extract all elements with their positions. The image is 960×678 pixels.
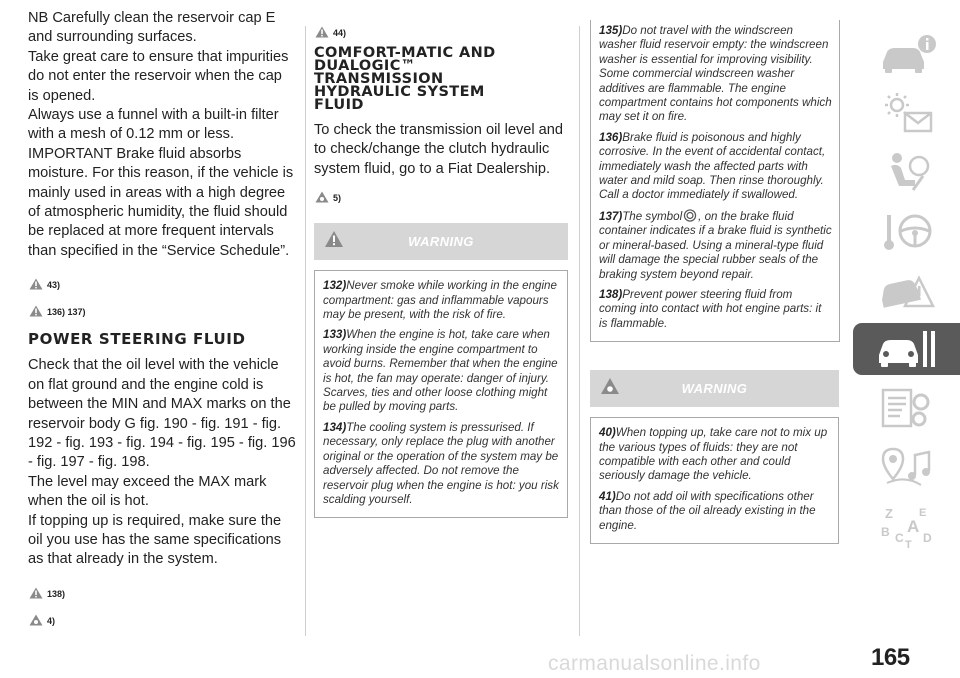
warning-text: Do not add oil with specifications other than those of the oil already existing in the engine.: [599, 489, 816, 532]
warning-number: 135): [599, 24, 623, 37]
paragraph: Check that the oil level with the vehicle on flat ground and the engine cold is between the MIN and MAX marks on the reservoir body G fig. 190 - fig. 191 - fig. 192 - fig. 193 - fig. 194 - fig. 195 - fig. 196 - fig. 197 - fig. 198.: [28, 357, 296, 471]
heading-line: HYDRAULIC SYSTEM: [314, 84, 485, 100]
index-letter: A: [906, 517, 919, 536]
tab-multimedia[interactable]: [853, 441, 960, 493]
warning-item: [599, 24, 832, 125]
column-divider: [305, 26, 306, 636]
index-letter: T: [904, 539, 912, 548]
car-accident-icon: [875, 268, 939, 312]
warning-number: 132): [323, 279, 347, 293]
column-right: [590, 24, 840, 544]
brake-fluid-symbol-icon: [683, 209, 697, 222]
warning-text: Never smoke while working in the engine compartment: gas and inflammable vapours may be present, with the risk of fire.: [323, 279, 557, 322]
warning-ref: [29, 587, 296, 599]
warning-header: [590, 370, 839, 407]
warning-item: [599, 288, 832, 331]
section-heading: POWER STEERING FLUID: [28, 330, 246, 349]
environment-triangle-icon: [600, 377, 620, 395]
warning-number: 134): [323, 420, 347, 434]
ref-number: 5): [333, 193, 342, 204]
warning-item: [599, 426, 831, 484]
environment-triangle-icon: [315, 191, 329, 203]
car-info-icon: [875, 32, 939, 76]
watermark: carmanualsonline.info: [548, 652, 761, 675]
tab-servicing-maintenance[interactable]: [853, 323, 960, 375]
transmission-text: To check the transmission oil level and to check/change the clutch hydraulic system fluid, go to a Fiat Dealership.: [314, 122, 564, 177]
caution-ref: [315, 26, 570, 38]
warning-item: [599, 131, 832, 203]
seat-airbag-icon: [875, 150, 939, 194]
alphabet-index-icon: [875, 504, 939, 548]
warning-text: When topping up, take care not to mix up the various types of fluids: they are not compatible with each other and could seriously damage the vehicle.: [599, 426, 828, 483]
tab-index[interactable]: [853, 500, 960, 552]
environment-ref: [315, 191, 570, 203]
tab-lights-messages[interactable]: [853, 87, 960, 139]
warning-number: 138): [599, 287, 623, 301]
heading-line: COMFORT-MATIC AND: [314, 45, 496, 61]
warning-triangle-icon: [29, 305, 43, 317]
paragraph: If topping up is required, make sure the oil you use has the same specifications as that already in the system.: [28, 512, 282, 568]
warning-list: [590, 417, 839, 544]
warning-label: WARNING: [681, 381, 748, 397]
warning-text: When the engine is hot, take care when working inside the engine compartment to avoid burns. Remember that when the engine is hot, the fan may operate: danger of injury. Scarves, ties and other loose clothing might be pulled by moving parts.: [323, 328, 558, 414]
caution-triangle-icon: [29, 278, 43, 290]
tab-emergency[interactable]: [853, 264, 960, 316]
warning-block: [314, 223, 568, 518]
paragraph: The level may exceed the MAX mark when the oil is hot.: [28, 473, 267, 510]
warning-item: [599, 209, 832, 282]
paragraph: IMPORTANT Brake fluid absorbs moisture. For this reason, if the vehicle is mainly used in areas with a high degree of atmospheric humidity, the fluid should be replaced at more frequent intervals than specified in the “Service Schedule”.: [28, 145, 294, 259]
environment-triangle-icon: [29, 614, 43, 626]
warning-text: Brake fluid is poisonous and highly corrosive. In the event of accidental contact, immediately wash the affected parts with water and mild soap. Then rinse thoroughly. Call a doctor immediately if swallowed.: [599, 130, 826, 202]
warning-number: 133): [323, 328, 347, 342]
key-steering-icon: [875, 209, 939, 253]
section-heading: [314, 47, 570, 112]
warning-triangle-icon: [29, 587, 43, 599]
warning-number: 41): [599, 489, 616, 503]
music-location-icon: [875, 445, 939, 489]
caution-ref: [29, 278, 296, 290]
warning-number: 136): [599, 130, 623, 144]
warning-text: Prevent power steering fluid from coming into contact with hot engine parts: it is flammable.: [599, 287, 822, 330]
heading-line: DUALOGIC™: [314, 58, 416, 74]
car-wrench-icon: [875, 327, 939, 371]
page-number: 165: [871, 644, 910, 671]
warning-block: [590, 370, 839, 544]
index-letter: C: [894, 531, 904, 545]
ref-number: 138): [47, 588, 66, 599]
warning-triangle-icon: [324, 230, 344, 248]
index-letter: D: [922, 531, 932, 545]
warning-number: 137): [599, 209, 623, 223]
tab-safety[interactable]: [853, 146, 960, 198]
paragraph: Take great care to ensure that impurities do not enter the reservoir when the cap is opened.: [28, 48, 289, 104]
heading-line: FLUID: [314, 97, 364, 113]
index-letter: B: [880, 525, 890, 539]
warning-header: [314, 223, 568, 260]
brake-fluid-text: [28, 9, 296, 261]
caution-triangle-icon: [315, 26, 329, 38]
index-letter: E: [918, 507, 926, 519]
chapter-tabs: [853, 28, 960, 559]
environment-ref: [29, 614, 296, 626]
warning-item: [599, 490, 831, 533]
warning-label: WARNING: [408, 234, 474, 250]
lights-message-icon: [875, 91, 939, 135]
warning-ref: [29, 305, 296, 317]
warning-number: 40): [599, 426, 616, 440]
tab-car-info[interactable]: [853, 28, 960, 80]
warning-item: [323, 328, 560, 414]
ref-number: 43): [47, 280, 61, 291]
index-letter: Z: [884, 506, 893, 521]
warning-text-a: The symbol: [622, 209, 683, 223]
power-steering-text: [28, 356, 296, 569]
ref-number: 44): [333, 28, 347, 38]
warning-text-b: , on the brake fluid container indicates if a brake fluid is synthetic or mineral-based. Using a mineral-type fluid will damage the special rubber seals of the braking system beyond repair.: [599, 209, 832, 281]
heading-line: TRANSMISSION: [314, 71, 444, 87]
warning-text: The cooling system is pressurised. If necessary, only replace the plug with another original or the operation of the system may be adversely affected. Do not remove the reservoir plug when the engine is hot: you risk scalding yourself.: [323, 420, 559, 506]
ref-number: 4): [47, 615, 56, 626]
warning-list: [314, 270, 568, 518]
column-divider: [579, 26, 580, 636]
ref-number: 136) 137): [47, 307, 86, 318]
paragraph: NB Carefully clean the reservoir cap E and surrounding surfaces.: [28, 10, 276, 46]
column-left: [28, 9, 296, 626]
tab-starting-driving[interactable]: [853, 205, 960, 257]
warning-item: [323, 279, 560, 322]
tab-technical-data[interactable]: [853, 382, 960, 434]
data-gear-icon: [875, 386, 939, 430]
column-middle: [314, 26, 570, 518]
paragraph: Always use a funnel with a built-in filter with a mesh of 0.12 mm or less.: [28, 107, 279, 143]
warning-list: [590, 20, 840, 342]
warning-text: Do not travel with the windscreen washer fluid reservoir empty: the windscreen washer is essential for improving visibility. Some commercial windscreen washer additives are flammable. The engine compartment contains hot components which may set it on fire.: [599, 24, 832, 124]
warning-item: [323, 421, 560, 507]
